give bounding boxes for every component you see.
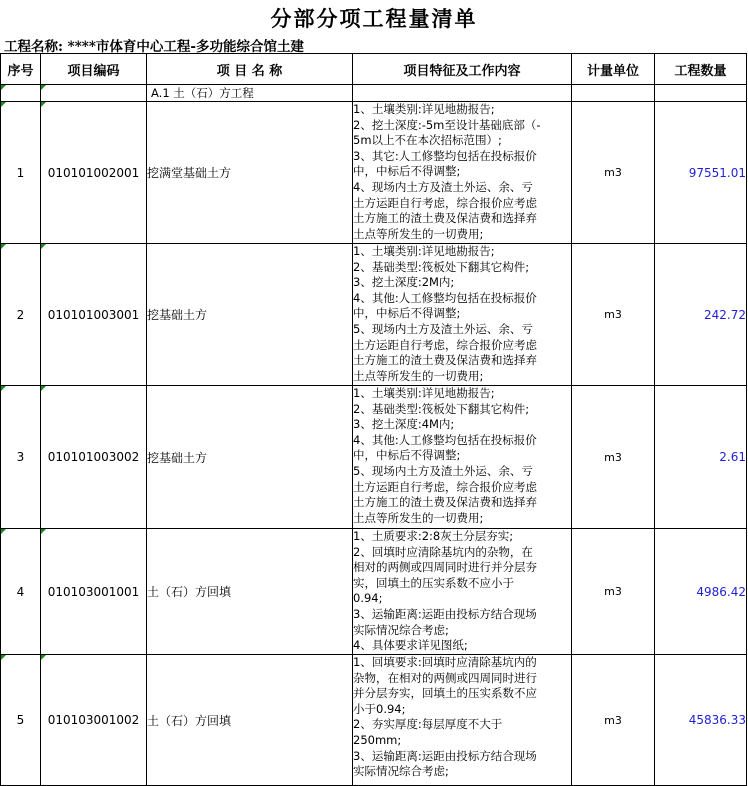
cell-marker-icon	[1, 655, 6, 660]
item-unit[interactable]: m3	[572, 244, 655, 386]
cell[interactable]	[655, 85, 747, 102]
description-line: 土点等所发生的一切费用;	[353, 226, 484, 241]
description-line: 中，中标后不得调整;	[353, 164, 461, 179]
description-line: 土方施工的渣土费及保洁费和选择弃	[353, 495, 537, 510]
row-number[interactable]	[1, 655, 41, 786]
description-line: 0.94;	[353, 591, 383, 606]
description-line: 250mm;	[353, 732, 402, 747]
description-line: 土方运距自行考虑，综合报价应考虑	[353, 337, 537, 352]
cell-marker-icon	[41, 529, 46, 534]
description-line: 土方运距自行考虑，综合报价应考虑	[353, 195, 537, 210]
page-title: 分部分项工程量清单	[270, 6, 478, 31]
description-line: 2、挖土深度:-5m至设计基础底部（-	[353, 117, 541, 132]
description-line: 中，中标后不得调整;	[353, 306, 461, 321]
cell-marker-icon	[1, 102, 6, 107]
item-unit[interactable]: m3	[572, 102, 655, 244]
description-line: 中，中标后不得调整;	[353, 448, 461, 463]
cell[interactable]	[572, 85, 655, 102]
header-code[interactable]: 项目编码	[41, 54, 147, 85]
description-line: 5m以上不在本次招标范围）;	[353, 133, 502, 148]
item-code[interactable]	[41, 102, 147, 244]
item-code[interactable]	[41, 386, 147, 529]
row-number-text: 3	[16, 450, 25, 464]
table-row	[1, 244, 747, 386]
cell-marker-icon	[41, 655, 46, 660]
row-number-text: 1	[16, 165, 25, 180]
description-line: 土方运距自行考虑，综合报价应考虑	[353, 479, 537, 494]
section-row	[1, 85, 747, 102]
item-name[interactable]: 土（石）方回填	[147, 655, 353, 786]
description-line: 3、运输距离:运距由投标方结合现场	[353, 606, 537, 621]
description-line: 3、挖土深度:4M内;	[353, 417, 455, 432]
description-line: 3、其它:人工修整均包括在投标报价	[353, 148, 537, 163]
description-line: 实，回填土的压实系数不应小于	[353, 575, 514, 590]
cell[interactable]	[353, 85, 572, 102]
item-name[interactable]: 挖满堂基础土方	[147, 102, 353, 244]
item-unit[interactable]: m3	[572, 386, 655, 529]
description-line: 1、土壤类别:详见地勘报告;	[353, 386, 495, 400]
item-unit[interactable]: m3	[572, 529, 655, 655]
description-line: 2、基础类型:筏板处下翻其它构件;	[353, 259, 530, 274]
item-quantity[interactable]: 97551.01	[655, 102, 747, 244]
description-line: 土方施工的渣土费及保洁费和选择弃	[353, 211, 537, 226]
table-row	[1, 655, 747, 786]
header-qty[interactable]: 工程数量	[655, 54, 747, 85]
description-line: 2、基础类型:筏板处下翻其它构件;	[353, 401, 530, 416]
cell[interactable]	[1, 85, 41, 102]
description-line: 实际情况综合考虑;	[353, 622, 449, 637]
description-line: 小于0.94;	[353, 701, 406, 716]
description-line: 1、回填要求:回填时应清除基坑内的	[353, 655, 537, 669]
item-description[interactable]	[353, 529, 572, 655]
item-unit[interactable]: m3	[572, 655, 655, 786]
description-line: 3、挖土深度:2M内;	[353, 275, 455, 290]
header-desc[interactable]: 项目特征及工作内容	[353, 54, 572, 85]
description-line: 4、具体要求详见图纸;	[353, 638, 468, 653]
row-number-text: 4	[16, 584, 25, 599]
description-line: 土方施工的渣土费及保洁费和选择弃	[353, 353, 537, 368]
cell-marker-icon	[1, 85, 6, 90]
row-number[interactable]	[1, 102, 41, 244]
cell-marker-icon	[1, 386, 6, 391]
item-quantity[interactable]: 2.61	[655, 386, 747, 529]
table-row	[1, 102, 747, 244]
description-line: 实际情况综合考虑;	[353, 764, 449, 779]
header-row	[1, 54, 747, 85]
cell-marker-icon	[41, 386, 46, 391]
item-description[interactable]	[353, 386, 572, 529]
description-line: 4、现场内土方及渣土外运、余、亏	[353, 179, 533, 194]
row-number[interactable]	[1, 529, 41, 655]
project-name: 工程名称: ****市体育中心工程-多功能综合馆土建	[4, 39, 305, 55]
bill-of-quantities-table	[0, 53, 747, 786]
item-code-text: 010101002001	[47, 165, 140, 180]
cell[interactable]	[41, 85, 147, 102]
description-line: 相对的两侧或四周同时进行并分层夯	[353, 560, 537, 575]
section-name[interactable]: A.1 土（石）方工程	[147, 85, 353, 102]
item-name[interactable]: 挖基础土方	[147, 244, 353, 386]
item-code[interactable]	[41, 529, 147, 655]
row-number-text: 5	[16, 713, 25, 727]
cell-marker-icon	[1, 244, 6, 249]
item-quantity[interactable]: 4986.42	[655, 529, 747, 655]
item-quantity[interactable]: 45836.33	[655, 655, 747, 786]
description-line: 土点等所发生的一切费用;	[353, 368, 484, 383]
description-line: 1、土壤类别:详见地勘报告;	[353, 102, 495, 116]
item-description[interactable]	[353, 244, 572, 386]
item-quantity[interactable]: 242.72	[655, 244, 747, 386]
description-line: 1、土质要求:2:8灰土分层夯实;	[353, 529, 514, 543]
description-line: 1、土壤类别:详见地勘报告;	[353, 244, 495, 258]
row-number[interactable]	[1, 386, 41, 529]
item-code-text: 010103001001	[47, 584, 140, 599]
description-line: 土点等所发生的一切费用;	[353, 510, 484, 525]
description-line: 杂物，在相对的两侧或四周同时进行	[353, 670, 537, 685]
description-line: 并分层夯实，回填土的压实系数不应	[353, 686, 537, 701]
item-description[interactable]	[353, 102, 572, 244]
description-line: 4、其他:人工修整均包括在投标报价	[353, 290, 537, 305]
cell-marker-icon	[41, 102, 46, 107]
header-unit[interactable]: 计量单位	[572, 54, 655, 85]
item-name[interactable]: 土（石）方回填	[147, 529, 353, 655]
item-code[interactable]	[41, 244, 147, 386]
item-description[interactable]	[353, 655, 572, 786]
description-line: 4、其他:人工修整均包括在投标报价	[353, 432, 537, 447]
item-code-text: 010101003002	[47, 450, 140, 464]
description-line: 5、现场内土方及渣土外运、余、亏	[353, 321, 533, 336]
description-line: 2、回填时应清除基坑内的杂物，在	[353, 544, 533, 559]
item-code-text: 010103001002	[47, 713, 140, 727]
table-row	[1, 529, 747, 655]
header-name[interactable]: 项 目 名 称	[147, 54, 353, 85]
description-line: 2、夯实厚度:每层厚度不大于	[353, 717, 503, 732]
cell-marker-icon	[41, 85, 46, 90]
item-code[interactable]	[41, 655, 147, 786]
row-number-text: 2	[16, 307, 25, 322]
cell-marker-icon	[41, 244, 46, 249]
row-number[interactable]	[1, 244, 41, 386]
item-code-text: 010101003001	[47, 307, 140, 322]
table-row	[1, 386, 747, 529]
cell-marker-icon	[1, 529, 6, 534]
description-line: 3、运输距离:运距由投标方结合现场	[353, 748, 537, 763]
description-line: 5、现场内土方及渣土外运、余、亏	[353, 463, 533, 478]
item-name[interactable]: 挖基础土方	[147, 386, 353, 529]
header-no[interactable]: 序号	[1, 54, 41, 85]
